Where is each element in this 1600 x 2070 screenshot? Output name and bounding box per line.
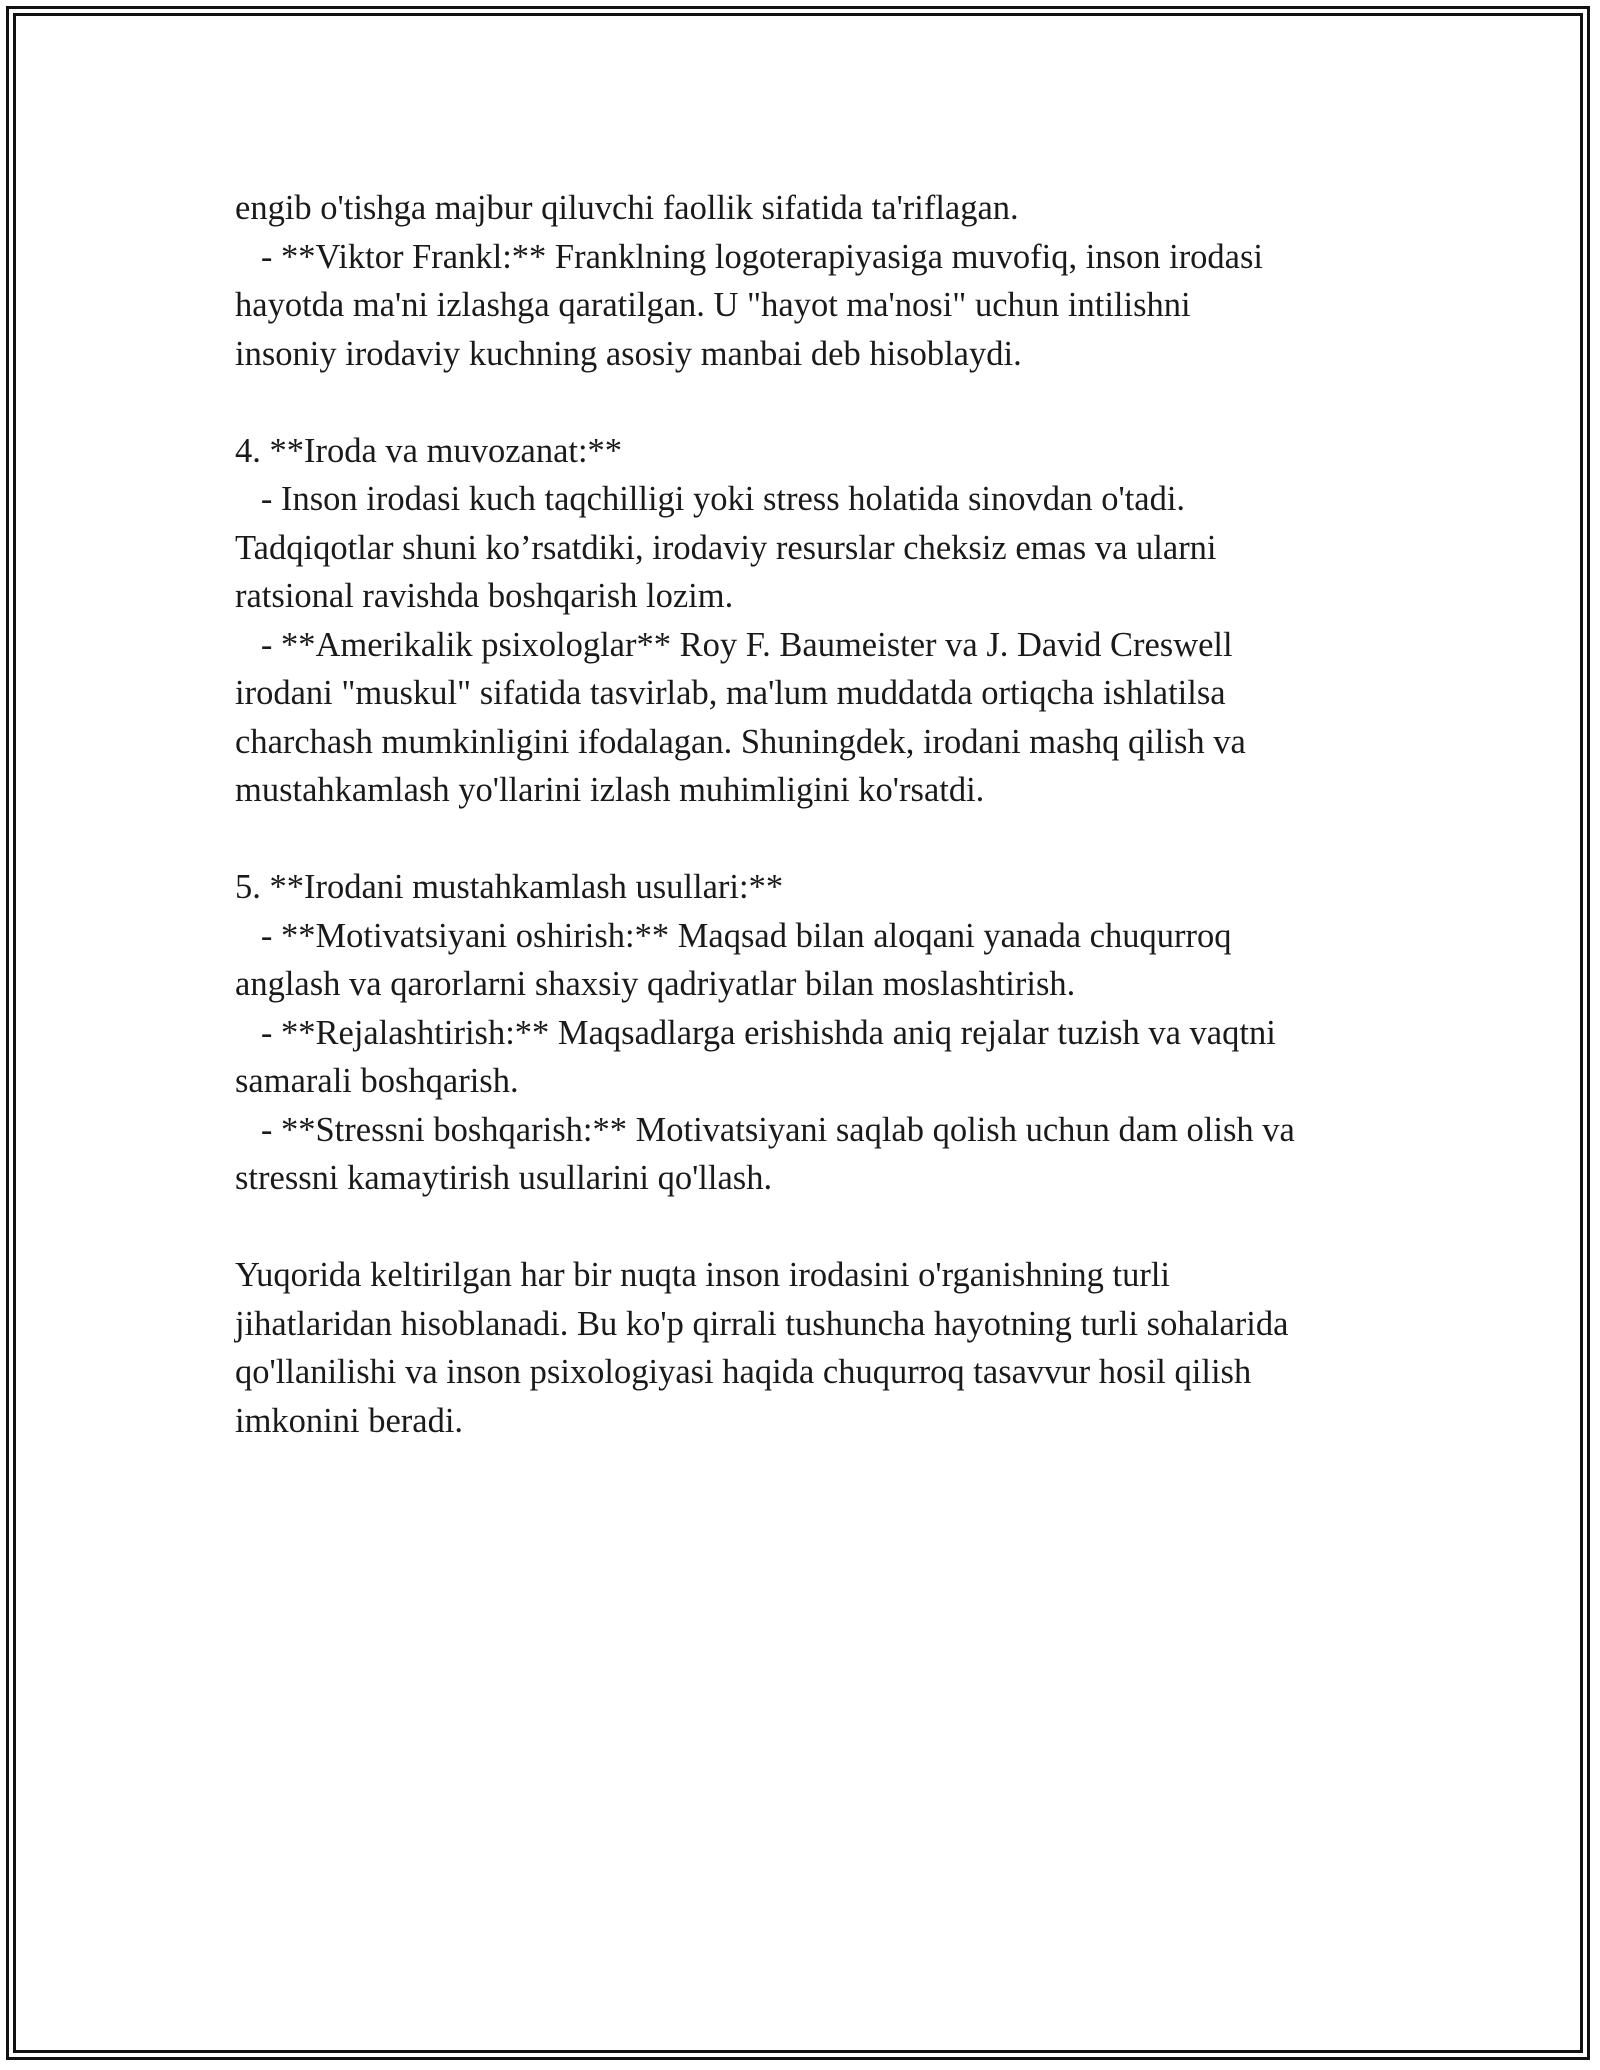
text-line: - **Viktor Frankl:** Franklning logoterapiyasiga muvofiq, inson irodasi bbox=[235, 237, 1264, 276]
section-heading: 4. **Iroda va muvozanat:** bbox=[235, 431, 623, 470]
text-line: jihatlaridan hisoblanadi. Bu ko'p qirrali tushuncha hayotning turli sohalarida bbox=[235, 1304, 1289, 1343]
text-line: - **Motivatsiyani oshirish:** Maqsad bilan aloqani yanada chuqurroq bbox=[235, 916, 1232, 955]
text-line: stressni kamaytirish usullarini qo'llash. bbox=[235, 1159, 773, 1197]
text-line: - **Stressni boshqarish:** Motivatsiyani saqlab qolish uchun dam olish va bbox=[235, 1110, 1295, 1149]
text-line: engib o'tishga majbur qiluvchi faollik sifatida ta'riflagan. bbox=[235, 189, 1019, 227]
document-body bbox=[235, 184, 1395, 1445]
blank-line bbox=[235, 378, 1395, 427]
text-line: - **Rejalashtirish:** Maqsadlarga erishishda aniq rejalar tuzish va vaqtni bbox=[235, 1013, 1276, 1052]
text-line: mustahkamlash yo'llarini izlash muhimligini ko'rsatdi. bbox=[235, 771, 985, 809]
text-line: Tadqiqotlar shuni ko’rsatdiki, irodaviy resurslar cheksiz emas va ularni bbox=[235, 528, 1217, 567]
text-line: - Inson irodasi kuch taqchilligi yoki stress holatida sinovdan o'tadi. bbox=[235, 480, 1186, 518]
text-line: charchash mumkinligini ifodalagan. Shuningdek, irodani mashq qilish va bbox=[235, 722, 1246, 761]
section-heading: 5. **Irodani mustahkamlash usullari:** bbox=[235, 868, 784, 906]
text-line: qo'llanilishi va inson psixologiyasi haqida chuqurroq tasavvur hosil qilish bbox=[235, 1353, 1252, 1391]
text-line: anglash va qarorlarni shaxsiy qadriyatlar bilan moslashtirish. bbox=[235, 965, 1076, 1003]
text-line: insoniy irodaviy kuchning asosiy manbai deb hisoblaydi. bbox=[235, 334, 1022, 373]
text-line: hayotda ma'ni izlashga qaratilgan. U "hayot ma'nosi" uchun intilishni bbox=[235, 286, 1191, 324]
blank-line bbox=[235, 815, 1395, 864]
text-line: Yuqorida keltirilgan har bir nuqta inson irodasini o'rganishning turli bbox=[235, 1256, 1171, 1294]
text-line: irodani "muskul" sifatida tasvirlab, ma'lum muddatda ortiqcha ishlatilsa bbox=[235, 674, 1226, 712]
text-line: ratsional ravishda boshqarish lozim. bbox=[235, 577, 734, 615]
text-line: - **Amerikalik psixologlar** Roy F. Baumeister va J. David Creswell bbox=[235, 625, 1233, 664]
blank-line bbox=[235, 1203, 1395, 1252]
text-line: imkonini beradi. bbox=[235, 1401, 464, 1440]
text-line: samarali boshqarish. bbox=[235, 1062, 519, 1100]
